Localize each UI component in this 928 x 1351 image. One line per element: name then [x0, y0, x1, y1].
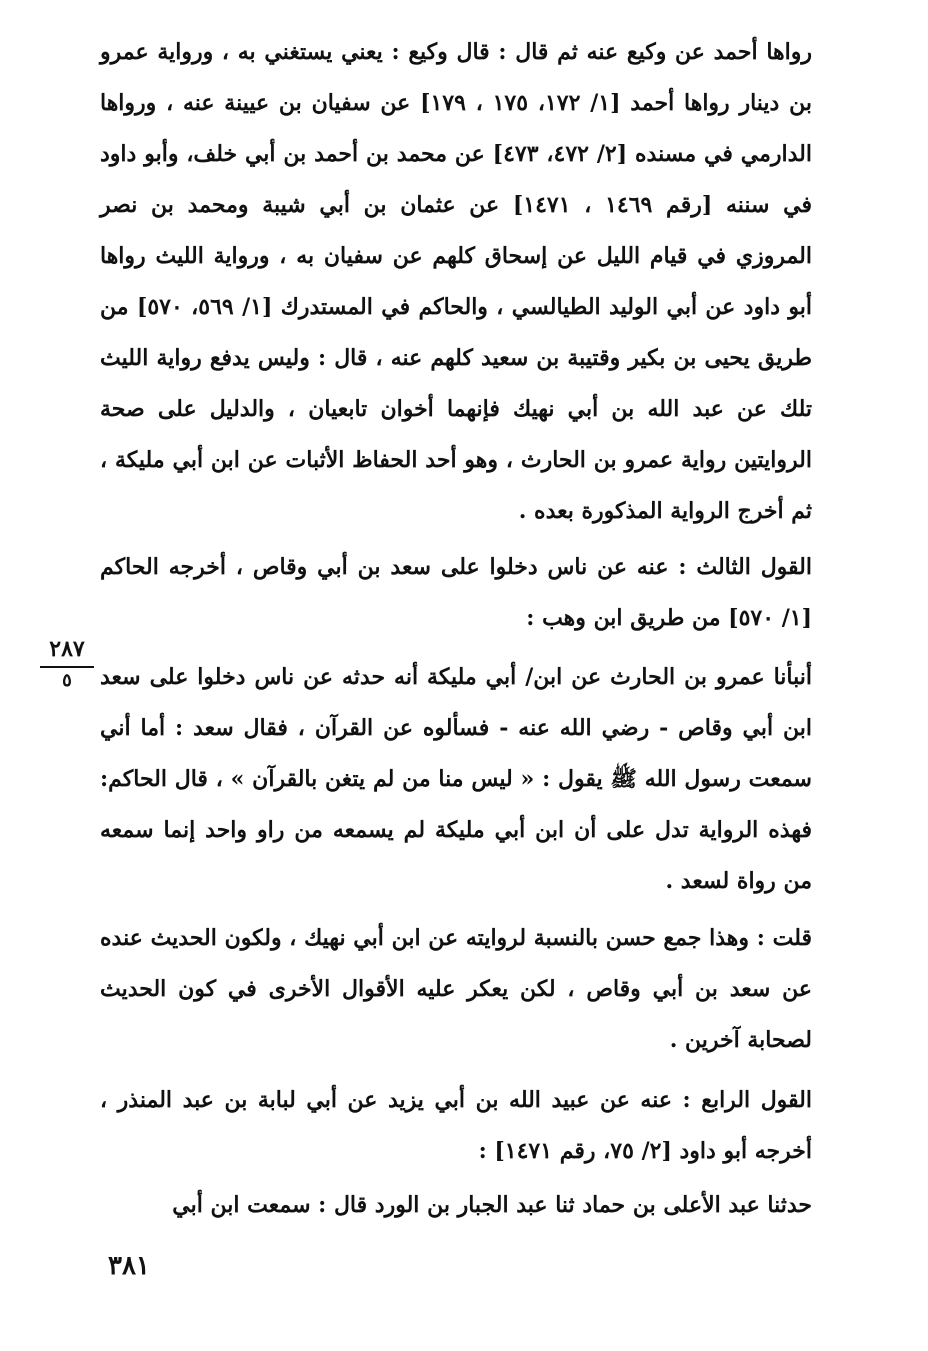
page-number: ٣٨١	[108, 1251, 150, 1281]
paragraph-text: القول الثالث : عنه عن ناس دخلوا على سعد بن أبي وقاص ، أخرجه الحاكم [١/ ٥٧٠] من طريق ابن وهب :	[100, 554, 812, 631]
paragraph-third-opinion	[100, 542, 812, 644]
margin-folio-reference	[38, 636, 96, 692]
paragraph-text: قلت : وهذا جمع حسن بالنسبة لروايته عن ابن أبي نهيك ، ولكون الحديث عنده عن سعد بن أبي وقاص ، لكن يعكر عليه الأقوال الأخرى في كون الحديث لصحابة آخرين .	[100, 925, 812, 1053]
paragraph-fourth-opinion	[100, 1075, 812, 1177]
paragraph-quoted-hadith	[100, 652, 812, 907]
paragraph-text: حدثنا عبد الأعلى بن حماد ثنا عبد الجبار بن الورد قال : سمعت ابن أبي	[172, 1192, 812, 1218]
paragraph-text: رواها أحمد عن وكيع عنه ثم قال : قال وكيع : يعني يستغني به ، ورواية عمرو بن دينار رواها أحمد [١/ ١٧٢، ١٧٥ ، ١٧٩] عن سفيان بن عيينة عنه ، ورواها الدارمي في مسنده [٢/ ٤٧٢، ٤٧٣] عن محمد بن أحمد بن أبي خلف، وأبو داود في سننه [رقم ١٤٦٩ ، ١٤٧١] عن عثمان بن أبي شيبة ومحمد بن نصر المروزي في قيام الليل عن إسحاق كلهم عن سفيان به ، ورواية الليث رواها أبو داود عن أبي الوليد الطيالسي ، والحاكم في المستدرك [١/ ٥٦٩، ٥٧٠] من طريق يحيى بن بكير وقتيبة بن سعيد كلهم عنه ، قال : وليس يدفع رواية الليث تلك عن عبد الله بن أبي نهيك فإنهما أخوان تابعيان ، والدليل على صحة الروايتين رواية عمرو بن الحارث ، وهو أحد الحفاظ الأثبات عن ابن أبي مليكة ، ثم أخرج الرواية المذكورة بعده .	[100, 39, 813, 524]
paragraph-hadith-riwayat	[100, 27, 812, 537]
margin-folio-divider	[40, 666, 94, 668]
paragraph-commentary	[100, 913, 812, 1066]
margin-folio-number: ٢٨٧	[49, 636, 85, 662]
margin-folio-side: ٥	[62, 670, 72, 691]
paragraph-text: أنبأنا عمرو بن الحارث عن ابن/ أبي مليكة أنه حدثه عن ناس دخلوا على سعد ابن أبي وقاص - رضي الله عنه - فسألوه عن القرآن ، فقال سعد : أما أني سمعت رسول الله ﷺ يقول : « ليس منا من لم يتغن بالقرآن » ، قال الحاكم: فهذه الرواية تدل على أن ابن أبي مليكة لم يسمعه من راو واحد إنما سمعه من رواة لسعد .	[100, 664, 812, 894]
paragraph-text: القول الرابع : عنه عن عبيد الله بن أبي يزيد عن أبي لبابة بن عبد المنذر ، أخرجه أبو داود [٢/ ٧٥، رقم ١٤٧١] :	[100, 1087, 812, 1164]
paragraph-isnad	[100, 1180, 812, 1231]
